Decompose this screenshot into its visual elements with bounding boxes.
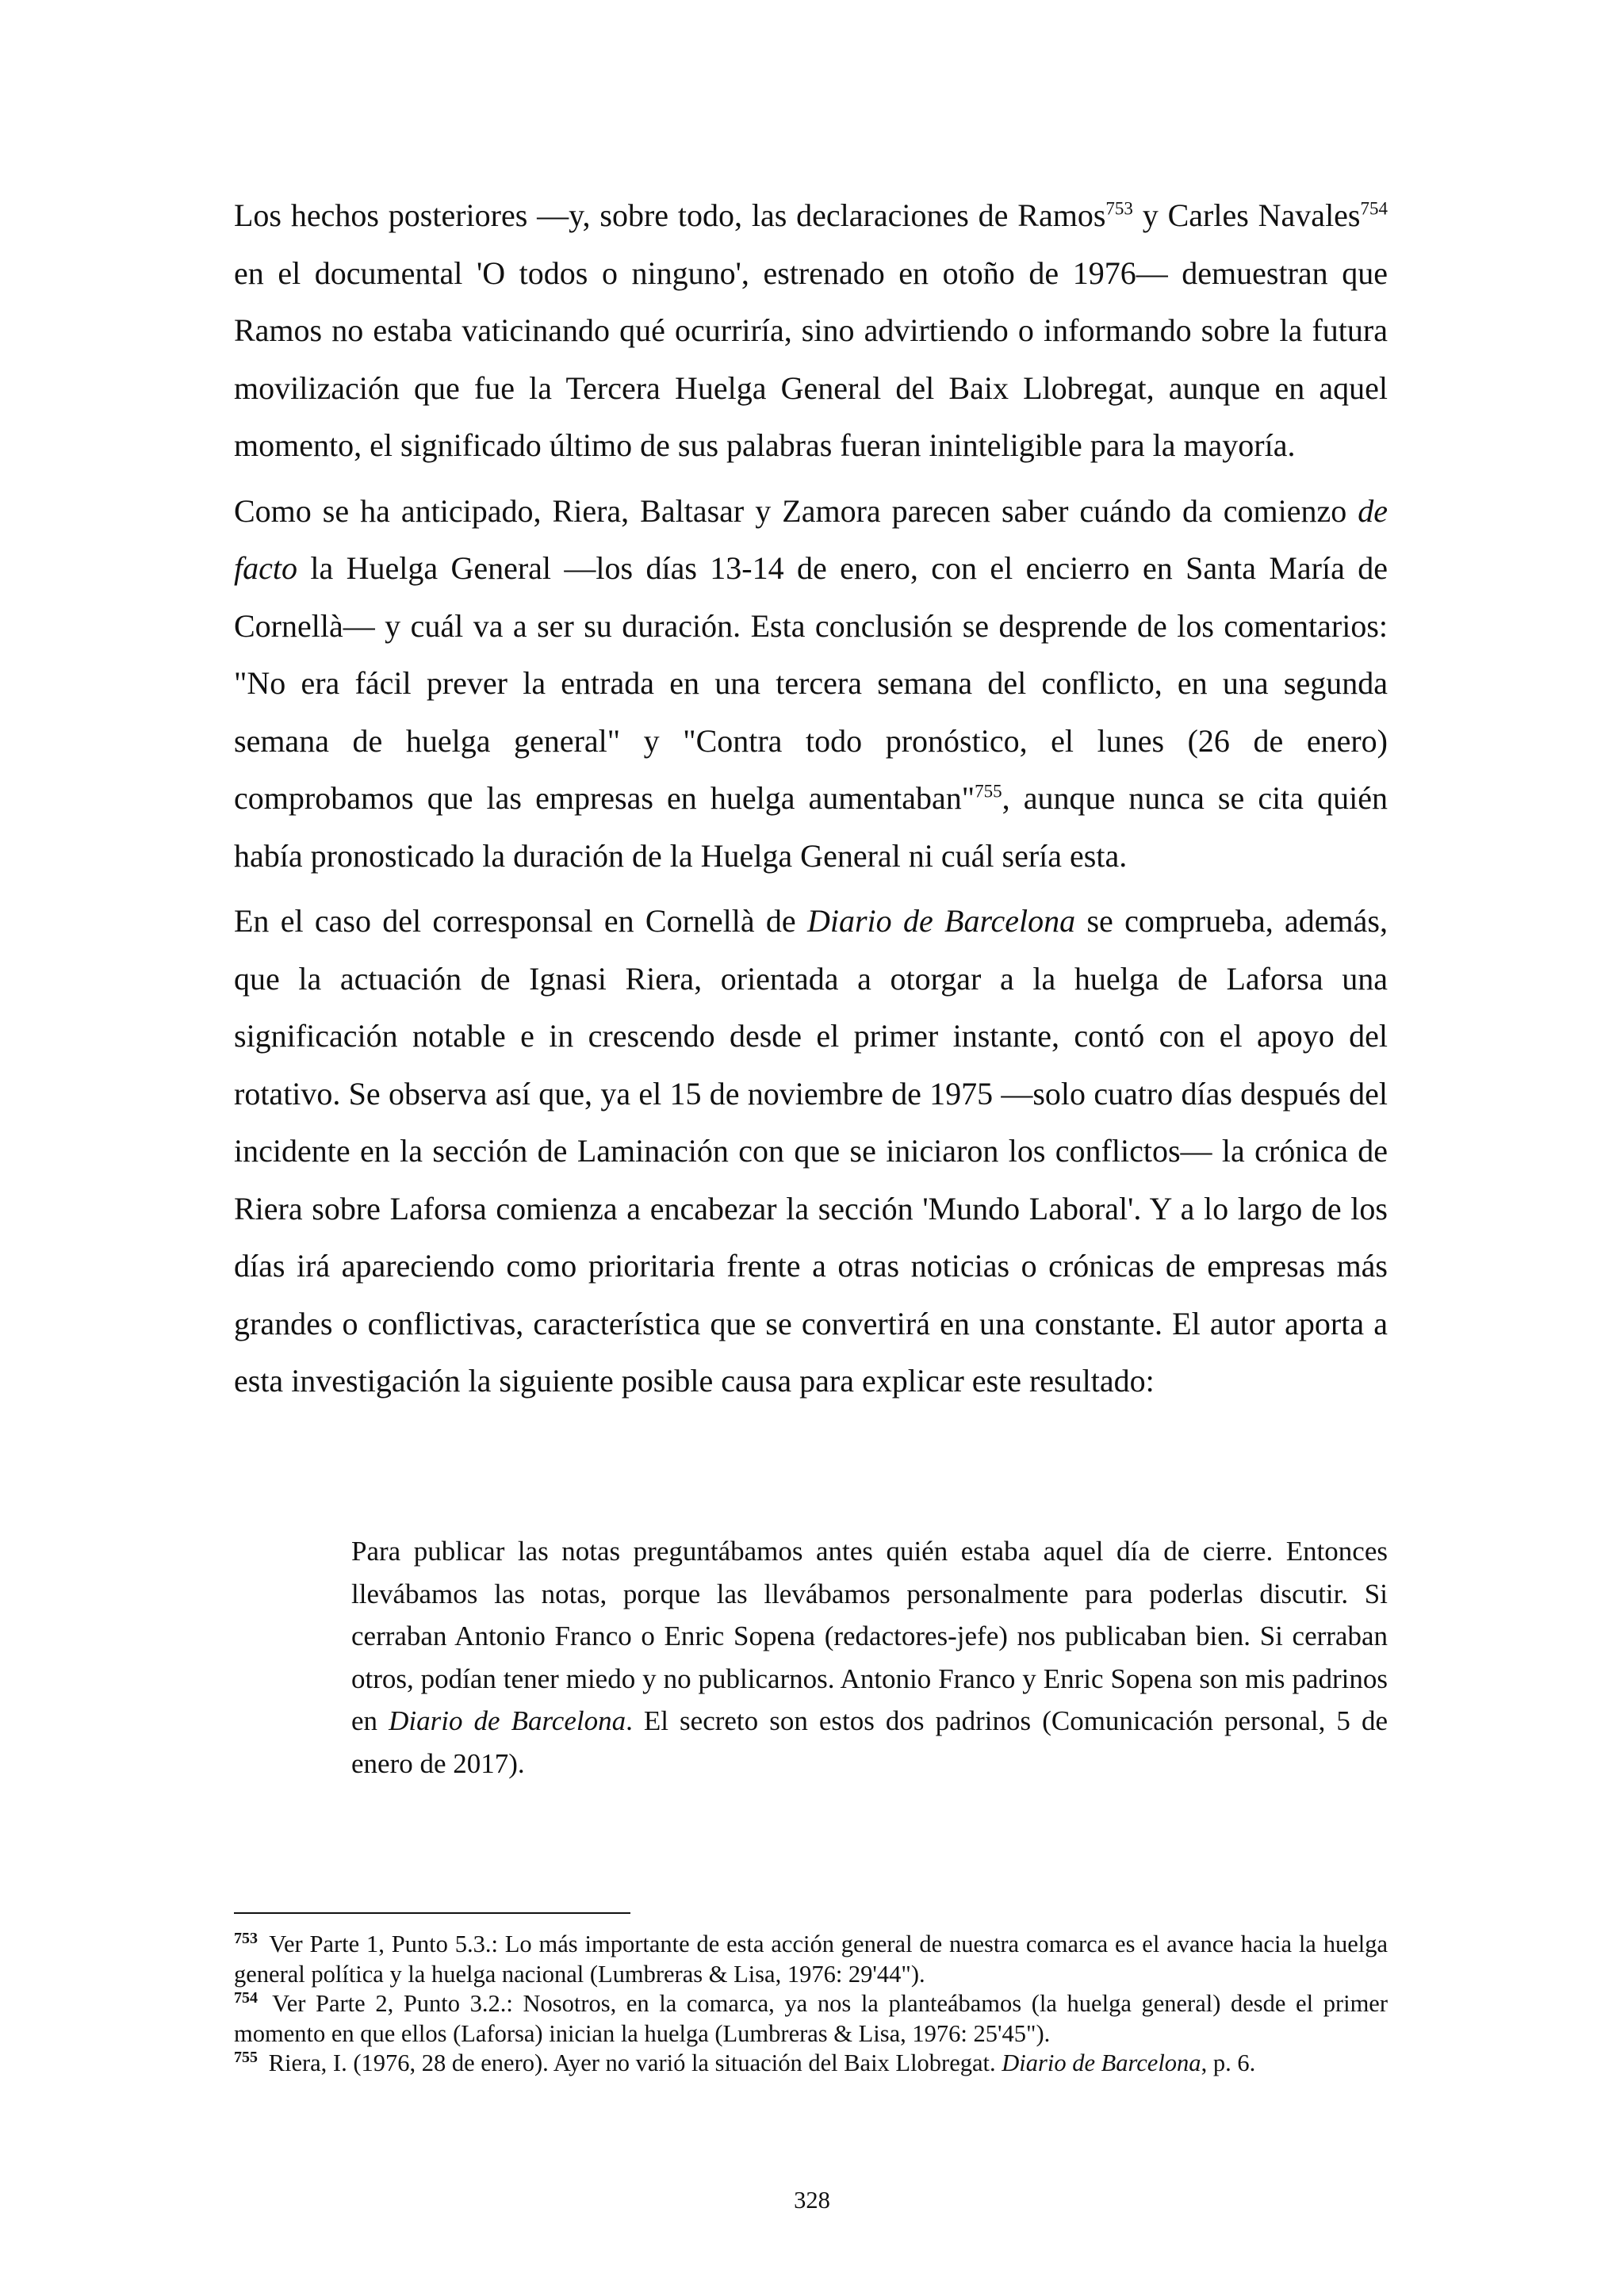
footnote-number: 753 <box>234 1929 258 1947</box>
paragraph-1-text-a: Los hechos posteriores —y, sobre todo, las declaraciones de Ramos <box>234 197 1106 233</box>
footnote-text-a: Riera, I. (1976, 28 de enero). Ayer no varió la situación del Baix Llobregat. <box>262 2049 1002 2076</box>
paragraph-1-text-c: en el documental 'O todos o ninguno', estrenado en otoño de 1976— demuestran que Ramos no estaba vaticinando qué ocurriría, sino advirtiendo o informando sobre la futura movilización que fue la Tercera Huelga General del Baix Llobregat, aunque en aquel momento, el significado último de sus palabras fueran ininteligible para la mayoría. <box>234 254 1388 463</box>
page-number: 328 <box>794 2187 830 2214</box>
block-quote <box>351 1530 1388 1785</box>
footnote-number: 754 <box>234 1988 258 2007</box>
block-quote-text-b: . El secreto son estos dos padrinos (Comunicación personal, 5 de enero de 2017). <box>351 1705 1388 1779</box>
body-text <box>234 187 1388 1418</box>
block-quote-text-a: Para publicar las notas preguntábamos antes quién estaba aquel día de cierre. Entonces llevábamos las notas, porque las llevábamos personalmente para poderlas discutir. Si cerraban Antonio Franco o Enric Sopena (redactores-jefe) nos publicaban bien. Si cerraban otros, podían tener miedo y no publicarnos. Antonio Franco y Enric Sopena son mis padrinos en <box>351 1536 1388 1736</box>
block-quote-italic: Diario de Barcelona <box>389 1705 626 1736</box>
footnote-separator <box>234 1912 630 1914</box>
footnote-ref-753[interactable]: 753 <box>1105 198 1133 219</box>
footnote-text-b: , p. 6. <box>1201 2049 1256 2076</box>
footnotes <box>234 1930 1388 2079</box>
footnote-text: Ver Parte 2, Punto 3.2.: Nosotros, en la comarca, ya nos la planteábamos (la huelga general) desde el primer momento en que ellos (Laforsa) inician la huelga (Lumbreras & Lisa, 1976: 25'45"). <box>234 1990 1388 2047</box>
paragraph-2-text-a: Como se ha anticipado, Riera, Baltasar y Zamora parecen saber cuándo da comienzo <box>234 492 1358 529</box>
footnote-number: 755 <box>234 2048 258 2066</box>
paragraph-2-italic: de facto <box>234 492 1388 586</box>
paragraph-3-text-b: se comprueba, además, que la actuación de Ignasi Riera, orientada a otorgar a la huelga de Laforsa una significación notable e in crescendo desde el primer instante, contó con el apoyo del rotativo. Se observa así que, ya el 15 de noviembre de 1975 —solo cuatro días después del incidente en la sección de Laminación con que se iniciaron los conflictos— la crónica de Riera sobre Laforsa comienza a encabezar la sección 'Mundo Laboral'. Y a lo largo de los días irá apareciendo como prioritaria frente a otras noticias o crónicas de empresas más grandes o conflictivas, característica que se convertirá en una constante. El autor aporta a esta investigación la siguiente posible causa para explicar este resultado: <box>234 903 1388 1399</box>
footnote-italic: Diario de Barcelona <box>1002 2049 1201 2076</box>
paragraph-3 <box>234 893 1388 1410</box>
paragraph-2-text-b: la Huelga General —los días 13-14 de enero, con el encierro en Santa María de Cornellà— y cuál va a ser su duración. Esta conclusión se desprende de los comentarios: "No era fácil prever la entrada en una tercera semana del conflicto, en una segunda semana de huelga general" y "Contra todo pronóstico, el lunes (26 de enero) comprobamos que las empresas en huelga aumentaban" <box>234 550 1388 816</box>
footnote-755 <box>234 2049 1388 2079</box>
paragraph-3-text-a: En el caso del corresponsal en Cornellà de <box>234 903 807 939</box>
footnote-text: Ver Parte 1, Punto 5.3.: Lo más importante de esta acción general de nuestra comarca es el avance hacia la huelga general política y la huelga nacional (Lumbreras & Lisa, 1976: 29'44"). <box>234 1931 1388 1988</box>
footnote-ref-754[interactable]: 754 <box>1360 198 1388 219</box>
footnote-753 <box>234 1930 1388 1989</box>
footnote-754 <box>234 1989 1388 2049</box>
paragraph-2-text-c: , aunque nunca se cita quién había pronosticado la duración de la Huelga General ni cuál sería esta. <box>234 780 1388 874</box>
paragraph-1-text-b: y Carles Navales <box>1132 197 1361 233</box>
paragraph-1 <box>234 187 1388 475</box>
paragraph-2 <box>234 483 1388 886</box>
paragraph-3-italic: Diario de Barcelona <box>806 903 1076 939</box>
footnote-ref-755[interactable]: 755 <box>975 781 1002 802</box>
